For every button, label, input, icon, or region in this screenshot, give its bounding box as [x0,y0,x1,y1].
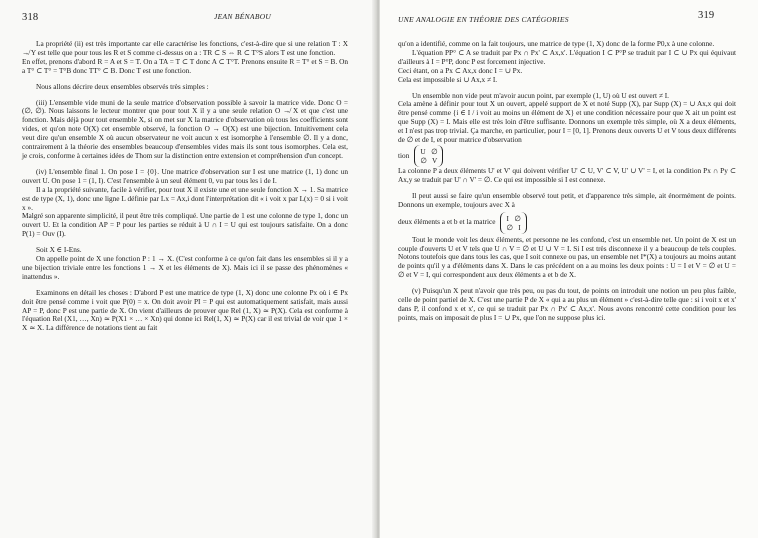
paragraph: La colonne P a deux éléments U' et V' qui doivent vérifier U' ⊂ U, V' ⊂ V, U' ∪ V' = I, et la condition Px ∩ Py ⊂ Ax,y se traduit par U' ∩ V' = ∅. Ce qui est impossible si I est connexe. [398,165,736,184]
paragraph: Il peut aussi se faire qu'un ensemble observé tout petit, et d'apparence très simple, ait énormément de points. Donnons un exemple, toujours avec X à [398,190,736,209]
observation-matrix-1 [398,145,736,167]
paragraph: L'équation PP° ⊂ A se traduit par Px ∩ Px' ⊂ Ax,x'. L'équation I ⊂ P°P se traduit par I ⊂ ∪ Px qui équivaut d'ailleurs à I = P°P, donc P est forcement injective. [398,47,736,66]
paragraph: deux éléments a et b et la matrice [398,217,496,227]
paragraph: La propriété (ii) est très importante car elle caractérise les fonctions, c'est-à-dire que si une relation T : X ↛ Y est telle que pour tous les R et S comme ci-dessus on a : TR ⊂ S ⇔ R ⊂ T°S alors T est une fonction. [22,39,348,57]
paragraph: Nous allons décrire deux ensembles observés très simples : [36,81,209,91]
paragraph: (v) Puisqu'un X peut n'avoir que très peu, ou pas du tout, de points on introduit une notion un peu plus faible, celle de point partiel de X. C'est une partie P de X « qui a au plus un élément » c'est-à-dire telle que : si i voit x et x' dans P, il confond x et x', ce qui se traduit par Px ∩ Px' ⊂ Ax,x'. Nous avons rencontré cette condition pour les points, mais on imposait de plus I = ∪ Px, que l'on ne suppose plus ici. [398,286,736,322]
matrix-row: U ∅ [420,146,438,156]
paragraph: Cela est impossible si ∪ Ax,x ≠ I. [398,74,498,84]
paragraph: Cela amène à définir pour tout X un ouvert, appelé support de X et noté Supp (X), par Supp (X) = ∪ Ax,x qui doit être pensé comme {i ∈ I / i voit au moins un élément de X} et une condition nécessaire pour que X ait un point est que Supp (X) = I. Mais elle est très loin d'être suffisante. Donnons un exemple très simple, où X a deux éléments, et I n'est pas trop trivial. Ça marche, en particulier, pour I = [0, 1]. Prenons deux ouverts U et V tous deux différents de ∅ et de I, et pour matrice d'observation [398,99,736,145]
paragraph: En effet, prenons d'abord R = A et S = T. On a TA = T ⊂ T donc A ⊂ T°T. Prenons ensuite R = T° et S = B. On a T° ⊂ T° = T°B donc TT° ⊂ B. Donc T est une fonction. [22,56,348,75]
paragraph: Un ensemble non vide peut m'avoir aucun point, par exemple (1, U) où U est ouvert ≠ I. [412,90,669,100]
paragraph: On appelle point de X une fonction P : 1 → X. (C'est conforme à ce qu'on fait dans les ensembles si il y a une bijection triviale entre les fonctions 1 → X et les éléments de X). Mais ici il se passe des phénomènes « inattendus ». [22,254,348,281]
running-head: UNE ANALOGIE EN THÉORIE DES CATÉGORIES [398,15,569,24]
paragraph: Malgré son apparente simplicité, il peut être très compliqué. Une partie de 1 est une colonne de type 1, donc un ouvert U. Et la condition AP = P pour les parties se réduit à U ∩ I = U qui est toujours satisfaite. On a donc P(1) = Ouv (I). [22,211,348,239]
running-head: JEAN BÉNABOU [214,12,272,21]
paragraph: (iii) L'ensemble vide muni de la seule matrice d'observation possible à savoir la matrice vide. Donc O = (∅, ∅). Nous laissons le lecteur montrer que pour tout X il y a une seule relation O ↛ X et que c'est une fonction. Mais déjà pour tout ensemble X, si on met sur X la matrice d'observation où tous les coefficients sont vides, et qu'on note O(X) cet ensemble observé, la fonction O → O(X) est une bijection. Intuitivement cela veut dire qu'un ensemble X où aucun observateur ne voit aucun x est isomorphe à l'ensemble ∅. Il y a donc, contrairement à la théorie des ensembles beaucoup d'ensembles vides mais ils sont tous isomorphes. Cela est, je crois, conforme à certaines idées de Thom sur la distinction entre extension et compréhension d'un concept. [22,97,348,160]
observation-matrix-2 [398,212,736,234]
left-page [0,0,376,538]
right-body [398,40,736,323]
page-number: 319 [698,10,715,21]
paragraph: qu'on a identifié, comme on la fait toujours, une matrice de type (1, X) donc de la forme P0,x à une colonne. [398,39,715,48]
paragraph: Tout le monde voit les deux éléments, et personne ne les confond, c'est un ensemble net. Un point de X est un couple d'ouverts U et V tels que U ∩ V = ∅ et U ∪ V = I. Si I est très disconnexe il y a beaucoup de tels couples. Notons toutefois que dans tous les cas, que I soit connexe ou pas, un ensemble net I*(X) a toujours au moins autant de points qu'il y a d'éléments dans X. Dans le cas précédent on a au moins les deux points : U = I et V = ∅ et U = ∅ et V = I, qui correspondent aux deux éléments a et b de X. [398,234,736,280]
matrix-row: ∅ V [420,155,438,165]
right-page [380,0,758,538]
matrix [500,212,526,234]
page-number: 318 [22,12,39,23]
matrix-row: I ∅ [506,213,521,223]
matrix-row: ∅ I [506,222,521,232]
matrix-label: tion [398,150,410,160]
paragraph: Soit X ∈ I-Ens. [36,245,82,255]
paragraph: (iv) L'ensemble final 1. On pose I = {0}. Une matrice d'observation sur I est une matrice (1, 1) donc un ouvert U. On pose 1 = (1, I). C'est l'ensemble à un seul élément 0, vu par tous les i de I. [22,166,348,185]
left-body [22,40,348,333]
paragraph: Examinons en détail les choses : D'abord P est une matrice de type (1, X) donc une colonne Px où i ∈ Px doit être pensé comme i voit que P(0) = x. On doit avoir PI = P qui est automatiquement satisfait, mais aussi AP = P, donc P est une partie de X. On vient d'ailleurs de prouver que Rel (1, X) ≃ P(X). Cela est conforme à l'équation Rel (X1, …, Xn) ≃ P(X1 × … × Xn) qui donne ici Rel(1, X) ≃ P(X) car il est trivial de voir que 1 × X ≃ X. La différence de notations tient au fait [22,287,348,333]
matrix [414,145,443,167]
paragraph: Ceci étant, on a Px ⊂ Ax,x donc I = ∪ Px. [398,65,523,75]
paragraph: Il a la propriété suivante, facile à vérifier, pour tout X il existe une et une seule fonction X → 1. Sa matrice est de type (X, 1), donc une ligne L définie par Lx = Ax,i dont l'interprétation dit « i voit x par L(x) = 0 si i voit x ». [22,184,348,212]
